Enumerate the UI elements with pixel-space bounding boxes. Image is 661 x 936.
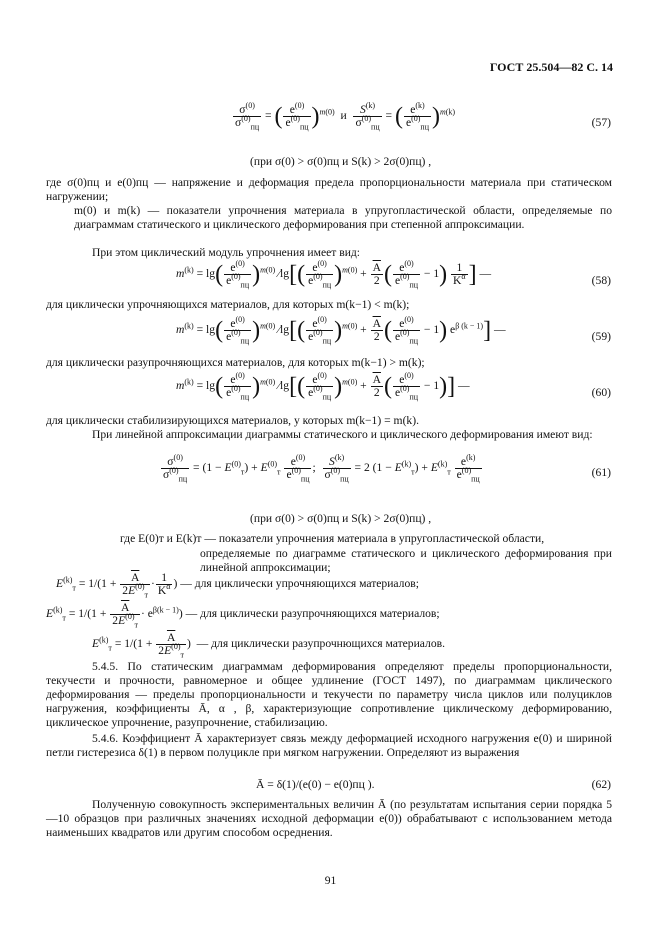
equation-61-condition: (при σ(0) > σ(0)пц и S(k) > 2σ(0)пц) ,	[250, 512, 432, 525]
equation-60: $m^{(k)} = \lg$( $\frac{e^{(0)}}{e^{(0)}_{пц}}$ )$^{m(0)}$ ⁄lg[( $\frac{e^{(0)}}{e^{(0)}_{пц}}$ )$^{m(0)}$ + $\frac{\overline{A}}{2}$ ( $\frac{e^{(0)}}{e^{(0)}_{пц}}$ − 1)] —	[176, 371, 470, 402]
equation-58-number: (58)	[591, 274, 611, 287]
page-header: ГОСТ 25.504—82 С. 14	[489, 60, 613, 74]
equation-57-condition: (при σ(0) > σ(0)пц и S(k) > 2σ(0)пц) ,	[250, 155, 432, 168]
equation-58-condition: для циклически упрочняющихся материалов, для которых m(k−1) < m(k);	[46, 298, 410, 311]
definition-61-1: где E(0)т и E(k)т — показатели упрочнения материала в упругопластической области,	[120, 532, 545, 545]
paragraph-final: Полученную совокупность экспериментальных величин Ā (по результатам испытания серии порядка 5—10 образцов при различных значениях исходной деформации e(0)) обрабатывают с использованием метода наименьших квадратов или другим способом осреднения.	[46, 798, 612, 839]
intro-58: При этом циклический модуль упрочнения имеет вид:	[92, 246, 361, 259]
formula-et-softening: $E^{(k)}_т = 1/(1$ + $\frac{\overline{A}}{2E^{(0)}_т}$ · $e^{\beta(k - 1)}$) — для циклически разупрочняющихся материалов;	[46, 601, 440, 630]
paragraph-5-4-5: 5.4.5. По статическим диаграммам деформирования определяют пределы пропорциональности, текучести и прочности, равномерное и общее удлинение (ГОСТ 1497), по диаграммам циклического деформирования — пределы пропорциональности и текучести по параметру числа циклов или полуциклов нагружения, коэффициенты Ā, α , β, характеризующие сопротивление циклическому деформированию, циклическое упрочнение, разупрочнение, стабилизацию.	[46, 660, 612, 729]
definition-61-2: определяемые по диаграмме статического и циклического деформирования при линейной аппроксимации;	[200, 547, 612, 574]
equation-59: $m^{(k)} = \lg$( $\frac{e^{(0)}}{e^{(0)}_{пц}}$ )$^{m(0)}$ ⁄lg[( $\frac{e^{(0)}}{e^{(0)}_{пц}}$ )$^{m(0)}$ + $\frac{\overline{A}}{2}$ ( $\frac{e^{(0)}}{e^{(0)}_{пц}}$ − 1) $e^{\beta (k - 1)}$] —	[176, 315, 506, 346]
formula-et-hardening: $E^{(k)}_т = 1/(1$ + $\frac{\overline{A}}{2E^{(0)}_т}$ · $\frac{1}{K^\alpha}$ ) — для циклически упрочняющихся материалов;	[56, 571, 419, 600]
equation-58: $m^{(k)} = \lg$( $\frac{e^{(0)}}{e^{(0)}_{пц}}$ )$^{m(0)}$ ⁄lg[( $\frac{e^{(0)}}{e^{(0)}_{пц}}$ )$^{m(0)}$ + $\frac{\overline{A}}{2}$ ( $\frac{e^{(0)}}{e^{(0)}_{пц}}$ − 1) $\frac{1}{K^\alpha}$ ] —	[176, 259, 492, 290]
equation-59-number: (59)	[591, 330, 611, 343]
page-number: 91	[324, 874, 337, 887]
equation-59-condition: для циклически разупрочняющихся материалов, для которых m(k−1) > m(k);	[46, 356, 425, 369]
equation-62-number: (62)	[591, 778, 611, 791]
equation-60-number: (60)	[591, 386, 611, 399]
equation-62: Ā = δ(1)/(e(0) − e(0)пц ).	[256, 778, 375, 791]
definition-57-1: где σ(0)пц и e(0)пц — напряжение и деформация предела пропорциональности материала при статическом нагружении;	[46, 176, 612, 203]
equation-57: $\frac{\sigma^{(0)}}{\sigma^{(0)}_{пц}}$ = ( $\frac{e^{(0)}}{e^{(0)}_{пц}}$ )$^{m(0)}$ и $\frac{S^{(k)}}{\sigma^{(0)}_{пц}}$ = ( $\frac{e^{(k)}}{e^{(0)}_{пц}}$ )$^{m(k)}$	[235, 101, 456, 132]
paragraph-5-4-6: 5.4.6. Коэффициент Ā характеризует связь между деформацией исходного нагружения e(0) и шириной петли гистерезиса δ(1) в первом полуцикле при мягком нагружении. Определяют из выражения	[46, 732, 612, 759]
definition-57-2: m(0) и m(k) — показатели упрочнения материала в упругопластической области, определяемые по диаграммам статического и циклического деформирования при степенной аппроксимации.	[74, 204, 612, 231]
equation-61-number: (61)	[591, 466, 611, 479]
equation-57-number: (57)	[591, 116, 611, 129]
equation-61: $\frac{\sigma^{(0)}}{\sigma^{(0)}_{пц}}$ = $(1 - E^{(0)}_т) + E^{(0)}_т$ $\frac{e^{(0)}}{e^{(0)}_{пц}}$ ; $\frac{S^{(k)}}{\sigma^{(0)}_{пц}}$ = 2 $(1 - E^{(k)}_т) + E^{(k)}_т$ $\frac{e^{(k)}}{e^{(0)}_{пц}}$	[163, 453, 480, 484]
equation-60-condition: для циклически стабилизирующихся материалов, у которых m(k−1) = m(k).	[46, 414, 419, 427]
intro-61: При линейной аппроксимации диаграммы статического и циклического деформирования имеют вид:	[92, 428, 593, 441]
formula-et-stable: $E^{(k)}_т = 1/(1$ + $\frac{\overline{A}}{2E^{(0)}_т}$ ) — для циклически разупрочнющихся материалов.	[92, 631, 446, 660]
